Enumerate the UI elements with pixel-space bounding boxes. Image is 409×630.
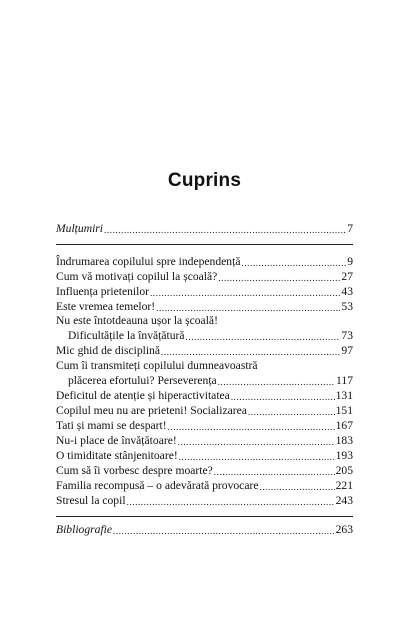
toc-entry — [56, 404, 353, 418]
toc-entry — [56, 494, 353, 508]
toc-entry — [56, 419, 353, 433]
dot-leader — [241, 257, 346, 269]
dot-leader — [218, 376, 335, 388]
toc-entry-label: Bibliografie — [56, 523, 113, 536]
toc-entry-label: Familia recompusă – o adevărată provocare — [56, 479, 259, 492]
toc-entry-page: 27 — [341, 270, 353, 283]
toc-entry-label: Îndrumarea copilului spre independență — [56, 255, 241, 268]
toc-entry — [56, 270, 353, 284]
page-title: Cuprins — [167, 170, 242, 191]
toc-entry-label: Este vremea temelor! — [56, 300, 156, 313]
toc-entry — [56, 449, 353, 463]
toc-entry — [56, 434, 353, 448]
dot-leader — [150, 287, 340, 299]
toc-entry-page: 7 — [347, 222, 353, 235]
toc-entry — [56, 479, 353, 493]
toc-entry — [68, 329, 353, 343]
toc-entry-page: 73 — [341, 329, 353, 342]
toc-entry — [56, 285, 353, 299]
dot-leader — [248, 406, 335, 418]
toc-entry-page: 97 — [341, 344, 353, 357]
dot-leader — [214, 466, 335, 478]
toc-entry-page: 9 — [347, 255, 353, 268]
toc-entry-label: Mic ghid de disciplină — [56, 344, 161, 357]
toc-entry-page: 205 — [335, 464, 353, 477]
dot-leader — [179, 451, 335, 463]
toc-entry-acknowledgements — [56, 222, 353, 236]
toc-entry-label: Tati și mami se despart! — [56, 419, 167, 432]
divider-bottom — [56, 516, 353, 517]
dot-leader — [104, 224, 346, 236]
toc-entry-bibliography — [56, 523, 353, 537]
toc-entry — [56, 344, 353, 358]
toc-entry-label: plăcerea efortului? Perseverența — [68, 374, 217, 387]
dot-leader — [168, 421, 335, 433]
toc-entry-page: 263 — [335, 523, 353, 536]
toc-entry-label: Copilul meu nu are prieteni! Socializarea — [56, 404, 247, 417]
toc-entry-page: 53 — [341, 300, 353, 313]
toc-entry-page: 117 — [336, 374, 353, 387]
toc-entry-heading: Nu este întotdeauna ușor la școală! — [56, 314, 218, 327]
toc-entry-label: Cum vă motivați copilul la școală? — [56, 270, 218, 283]
toc-entry — [68, 374, 353, 388]
toc-entry-page: 43 — [341, 285, 353, 298]
toc-entry — [56, 255, 353, 269]
toc-entry-page: 243 — [335, 494, 353, 507]
toc-entry-page: 221 — [335, 479, 353, 492]
toc-entry-page: 151 — [335, 404, 353, 417]
dot-leader — [161, 346, 340, 358]
dot-leader — [156, 302, 340, 314]
toc-entry-label: Mulțumiri — [56, 222, 104, 235]
toc-entry-label: Deficitul de atenție și hiperactivitatea — [56, 389, 230, 402]
toc-entry-page: 131 — [335, 389, 353, 402]
dot-leader — [178, 436, 335, 448]
dot-leader — [259, 481, 334, 493]
toc-entry-label: Cum să îi vorbesc despre moarte? — [56, 464, 213, 477]
dot-leader — [231, 391, 335, 403]
toc-entry — [56, 300, 353, 314]
toc-entry-label: Influența prietenilor — [56, 285, 150, 298]
toc-entry — [56, 464, 353, 478]
toc-entry-label: O timiditate stânjenitoare! — [56, 449, 178, 462]
toc-entry-page: 193 — [335, 449, 353, 462]
divider-top — [56, 244, 353, 245]
toc-entry-label: Dificultățile la învățătură — [68, 329, 185, 342]
toc-entry-heading: Cum îi transmiteți copilului dumneavoastră — [56, 359, 258, 372]
dot-leader — [113, 525, 335, 537]
dot-leader — [186, 331, 341, 343]
toc-entry-label: Stresul la copil — [56, 494, 126, 507]
toc-entry-page: 183 — [335, 434, 353, 447]
toc-entry-page: 167 — [335, 419, 353, 432]
dot-leader — [218, 272, 340, 284]
dot-leader — [127, 496, 335, 508]
toc-entry-label: Nu-i place de învățătoare! — [56, 434, 177, 447]
toc-entry — [56, 389, 353, 403]
